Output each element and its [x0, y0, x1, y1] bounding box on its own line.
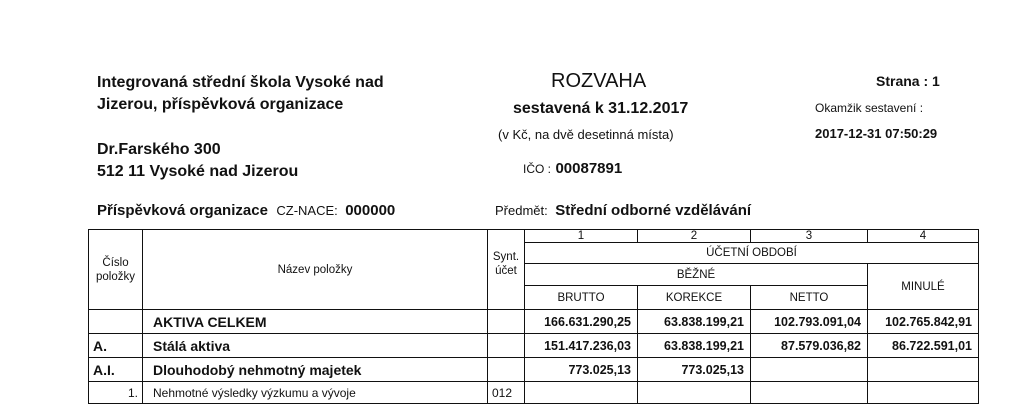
header-brutto: BRUTTO: [525, 286, 638, 310]
page-number: Strana : 1: [876, 73, 940, 89]
row-minule: 102.765.842,91: [868, 310, 979, 334]
row-number: A.I.: [89, 358, 143, 382]
table-row: [89, 382, 979, 404]
row-number: A.: [89, 334, 143, 358]
moment-value: 2017-12-31 07:50:29: [815, 126, 938, 141]
currency-note: (v Kč, na dvě desetinná místa): [498, 127, 674, 142]
row-minule: [868, 358, 979, 382]
nace-label: CZ-NACE:: [276, 203, 338, 218]
row-korekce: 63.838.199,21: [638, 334, 751, 358]
row-name: AKTIVA CELKEM: [143, 310, 488, 334]
col-number-3: 3: [751, 230, 868, 243]
address-city: 512 11 Vysoké nad Jizerou: [97, 163, 299, 180]
header-current: BĚŽNÉ: [525, 264, 868, 286]
header-nazev: Název položky: [143, 230, 488, 310]
table-row: [89, 334, 979, 358]
column-number-row: [89, 230, 979, 243]
header-cislo: Číslo položky: [89, 230, 143, 310]
row-synt: 012: [488, 382, 525, 404]
col-number-4: 4: [868, 230, 979, 243]
subject-block: [495, 202, 751, 220]
col-number-2: 2: [638, 230, 751, 243]
org-type-block: [97, 202, 395, 220]
org-type: Příspěvková organizace: [97, 202, 268, 219]
subject-value: Střední odborné vzdělávání: [555, 202, 752, 219]
row-synt: [488, 358, 525, 382]
document-title: ROZVAHA: [551, 70, 647, 92]
row-name: Dlouhodobý nehmotný majetek: [143, 358, 488, 382]
ico-block: [523, 160, 622, 178]
header-period: ÚČETNÍ OBDOBÍ: [525, 243, 979, 264]
subject-label: Předmět:: [495, 203, 548, 218]
row-brutto: 773.025,13: [525, 358, 638, 382]
row-brutto: [525, 382, 638, 404]
row-minule: 86.722.591,01: [868, 334, 979, 358]
table-row: [89, 358, 979, 382]
ico-value: 00087891: [555, 160, 623, 177]
row-brutto: 166.631.290,25: [525, 310, 638, 334]
header-synt: Synt. účet: [488, 230, 525, 310]
header-minule: MINULÉ: [868, 264, 979, 310]
row-number: 1.: [89, 382, 143, 404]
organization-name-line1: Integrovaná střední škola Vysoké nad: [97, 74, 384, 91]
row-minule: [868, 382, 979, 404]
organization-name-line2: Jizerou, příspěvková organizace: [97, 96, 344, 113]
col-number-1: 1: [525, 230, 638, 243]
balance-sheet-table: [88, 229, 979, 404]
document-subtitle: sestavená k 31.12.2017: [513, 100, 689, 117]
row-netto: 102.793.091,04: [751, 310, 868, 334]
row-korekce: [638, 382, 751, 404]
table-row: [89, 310, 979, 334]
row-synt: [488, 310, 525, 334]
row-brutto: 151.417.236,03: [525, 334, 638, 358]
address-street: Dr.Farského 300: [97, 141, 221, 158]
row-number: [89, 310, 143, 334]
row-netto: [751, 358, 868, 382]
row-korekce: 63.838.199,21: [638, 310, 751, 334]
row-netto: 87.579.036,82: [751, 334, 868, 358]
row-name: Nehmotné výsledky výzkumu a vývoje: [143, 382, 488, 404]
nace-value: 000000: [345, 202, 396, 219]
row-korekce: 773.025,13: [638, 358, 751, 382]
header-korekce: KOREKCE: [638, 286, 751, 310]
moment-label: Okamžik sestavení :: [815, 101, 924, 115]
header-netto: NETTO: [751, 286, 868, 310]
row-netto: [751, 382, 868, 404]
row-name: Stálá aktiva: [143, 334, 488, 358]
ico-label: IČO :: [523, 162, 552, 176]
row-synt: [488, 334, 525, 358]
